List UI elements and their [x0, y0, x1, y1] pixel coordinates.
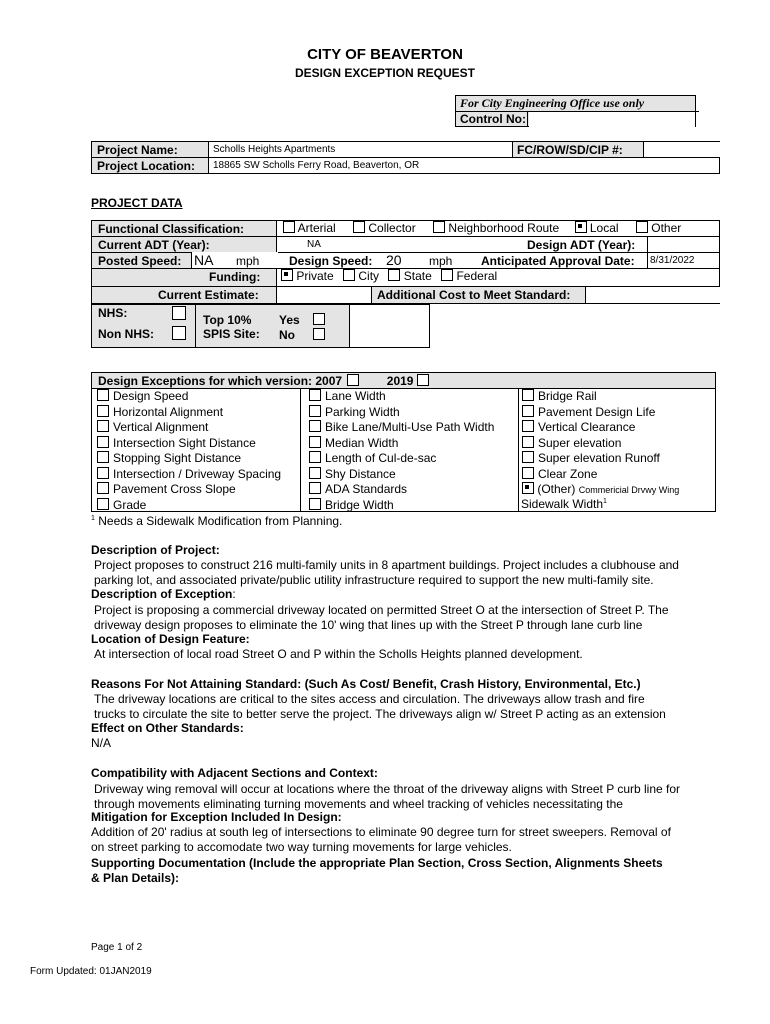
footnote	[91, 514, 342, 528]
project-location-value[interactable]: 18865 SW Scholls Ferry Road, Beaverton, OR	[213, 160, 420, 171]
funding-state-label: State	[403, 269, 432, 283]
control-no-label: Control No:	[456, 112, 528, 127]
funding-federal-checkbox[interactable]	[441, 269, 453, 281]
exc-col1-row	[97, 451, 281, 467]
exc-col2-checkbox[interactable]	[309, 420, 321, 432]
exc-col1-checkbox[interactable]	[97, 436, 109, 448]
exc-col1-label: Intersection Sight Distance	[113, 435, 256, 450]
control-no-field[interactable]	[529, 112, 695, 127]
exc-col3-row	[522, 389, 660, 405]
exc-col2-label: Bridge Width	[325, 497, 394, 512]
exc-col2-label: Parking Width	[325, 404, 400, 419]
fc-arterial-checkbox[interactable]	[283, 221, 295, 233]
exc-col1-row	[97, 420, 281, 436]
desc-project-line1[interactable]: Project proposes to construct 216 multi-family units in 8 apartment buildings. Project includes a clubhouse and	[94, 558, 679, 572]
mitigation-line2[interactable]: on street parking to accomodate two way turning movements for large vehicles.	[91, 840, 512, 854]
design-adt-field[interactable]	[647, 236, 721, 252]
project-location-label: Project Location:	[97, 159, 196, 173]
exc-col3-checkbox[interactable]	[522, 451, 534, 463]
exc-col3-row	[522, 436, 660, 452]
funding-city-label: City	[358, 269, 380, 283]
fc-other-label: Other	[651, 221, 682, 235]
exceptions-heading	[98, 374, 429, 388]
exc-other-label: (Other)	[537, 482, 576, 496]
exc-col1-label: Vertical Alignment	[113, 420, 209, 434]
approval-date-value[interactable]: 8/31/2022	[650, 255, 695, 266]
compat-line2[interactable]: through movements eliminating turning movements and wheel tracking of vehicles necessitating the	[94, 797, 623, 811]
fc-collector-label: Collector	[368, 221, 416, 235]
desc-exception-line2[interactable]: driveway design proposes to eliminate the 10' wing that lines up with the Street P through lane curb line	[94, 618, 643, 632]
functional-classification-label: Functional Classification:	[98, 222, 245, 236]
exc-col2-label: Shy Distance	[325, 466, 396, 481]
current-adt-value[interactable]: NA	[307, 239, 321, 250]
funding-city-checkbox[interactable]	[343, 269, 355, 281]
funding-federal-label: Federal	[456, 269, 498, 283]
exc-col2-row	[309, 420, 494, 436]
exc-col3-checkbox[interactable]	[522, 436, 534, 448]
office-use-box	[455, 95, 696, 127]
exc-sidewalk-footnote-mark: 1	[603, 498, 607, 505]
supporting-label-line2: & Plan Details):	[91, 871, 180, 885]
exc-col2-checkbox[interactable]	[309, 482, 321, 494]
fc-row-field[interactable]	[643, 142, 720, 157]
location-feature-line1[interactable]: At intersection of local road Street O and P within the Scholls Heights planned development.	[94, 647, 583, 661]
mitigation-line1[interactable]: Addition of 20' radius at south leg of intersections to eliminate 90 degree turn for street sweepers. Removal of	[91, 825, 671, 839]
exc-col2-row	[309, 482, 494, 498]
exc-col1-checkbox[interactable]	[97, 405, 109, 417]
mitigation-label: Mitigation for Exception Included In Design:	[91, 810, 342, 824]
footnote-mark: 1	[91, 515, 95, 522]
exc-col1-checkbox[interactable]	[97, 451, 109, 463]
exc-col1-label: Intersection / Driveway Spacing	[113, 466, 282, 481]
exc-col2-label: Length of Cul-de-sac	[325, 451, 437, 465]
fc-neighborhood-label: Neighborhood Route	[448, 221, 560, 235]
funding-label: Funding:	[209, 270, 261, 284]
exc-col3-row	[522, 420, 660, 436]
exc-col1-checkbox[interactable]	[97, 482, 109, 494]
exc-col2-row	[309, 467, 494, 483]
fc-row-label: FC/ROW/SD/CIP #:	[517, 143, 623, 157]
exc-col2-row	[309, 451, 494, 467]
city-title: CITY OF BEAVERTON	[307, 46, 463, 63]
additional-cost-field[interactable]	[585, 287, 720, 303]
effect-line1[interactable]: N/A	[91, 736, 112, 750]
exc-col1-label: Horizontal Alignment	[113, 404, 224, 419]
exc-col3-checkbox[interactable]	[522, 467, 534, 479]
fc-local-label: Local	[589, 221, 619, 235]
version-2007-checkbox[interactable]	[347, 374, 359, 386]
posted-speed-unit: mph	[236, 254, 260, 268]
no-label: No	[279, 328, 295, 342]
exc-other-value[interactable]: Commericial Drvwy Wing	[578, 485, 680, 495]
exc-col2-label: Bike Lane/Multi-Use Path Width	[325, 420, 495, 434]
exc-col1-row	[97, 405, 281, 421]
posted-speed-value[interactable]: NA	[194, 252, 214, 268]
spis-yes-checkbox[interactable]	[313, 313, 325, 325]
desc-project-label: Description of Project:	[91, 543, 220, 557]
office-use-label: For City Engineering Office use only	[456, 96, 699, 112]
exc-col3-row	[522, 467, 660, 483]
top10-label: Top 10%	[203, 313, 252, 327]
exc-col2-checkbox[interactable]	[309, 467, 321, 479]
exc-col1-row	[97, 436, 281, 452]
desc-exception-line1[interactable]: Project is proposing a commercial driveway located on permitted Street O at the intersection of Street P. The	[94, 603, 669, 617]
non-nhs-checkbox[interactable]	[172, 326, 186, 340]
exc-col1-label: Pavement Cross Slope	[113, 482, 236, 496]
exc-sidewalk-label: Sidewalk Width	[521, 497, 604, 511]
desc-project-line2[interactable]: parking lot, and associated private/public utility infrastructure required to support the new multi-family site.	[94, 573, 654, 587]
version-2019-label: 2019	[386, 374, 414, 388]
approval-date-label: Anticipated Approval Date:	[481, 254, 635, 268]
exceptions-col2	[309, 389, 494, 513]
exc-col3-checkbox[interactable]	[522, 405, 534, 417]
exc-col2-label: ADA Standards	[325, 482, 408, 496]
design-speed-unit: mph	[429, 254, 453, 268]
exc-col2-checkbox[interactable]	[309, 498, 321, 510]
exc-col1-checkbox[interactable]	[97, 389, 109, 401]
exc-sidewalk-row	[521, 497, 607, 511]
project-data-table	[91, 220, 720, 350]
fc-collector-checkbox[interactable]	[353, 221, 365, 233]
fc-arterial-label: Arterial	[297, 221, 336, 235]
project-data-heading: PROJECT DATA	[91, 196, 183, 210]
fc-other-checkbox[interactable]	[636, 221, 648, 233]
compat-line1[interactable]: Driveway wing removal will occur at locations where the throat of the driveway aligns with Street P curb line for	[94, 782, 681, 796]
nhs-checkbox[interactable]	[172, 306, 186, 320]
exc-col1-label: Grade	[113, 497, 147, 512]
exc-col1-row	[97, 389, 281, 405]
project-name-label: Project Name:	[97, 143, 178, 157]
footnote-text: Needs a Sidewalk Modification from Planning.	[98, 514, 343, 528]
fc-local-checkbox[interactable]	[575, 221, 587, 233]
exc-col2-row	[309, 498, 494, 514]
exc-col3-label: Super elevation	[538, 435, 622, 450]
yes-label: Yes	[279, 313, 300, 327]
exceptions-heading-text: Design Exceptions for which version: 2007	[98, 374, 343, 388]
additional-cost-label: Additional Cost to Meet Standard:	[377, 288, 571, 302]
exc-col3-label: Bridge Rail	[538, 389, 597, 403]
exc-col2-row	[309, 405, 494, 421]
design-adt-label: Design ADT (Year):	[527, 238, 636, 252]
exc-col3-row	[522, 405, 660, 421]
reasons-line1[interactable]: The driveway locations are critical to the sites access and circulation. The driveways allow trash and fire	[94, 692, 645, 706]
form-updated: Form Updated: 01JAN2019	[30, 966, 152, 977]
exc-col1-checkbox[interactable]	[97, 420, 109, 432]
location-feature-label: Location of Design Feature:	[91, 632, 250, 646]
exceptions-col1	[97, 389, 281, 513]
funding-state-checkbox[interactable]	[388, 269, 400, 281]
project-name-value[interactable]: Scholls Heights Apartments	[213, 144, 336, 155]
compat-label: Compatibility with Adjacent Sections and Context:	[91, 766, 378, 780]
effect-label: Effect on Other Standards:	[91, 721, 244, 735]
funding-options	[281, 269, 497, 283]
spis-no-checkbox[interactable]	[313, 328, 325, 340]
current-adt-label: Current ADT (Year):	[98, 238, 210, 252]
exc-other-checkbox[interactable]	[522, 482, 534, 494]
exc-col3-label: Super elevation Runoff	[538, 451, 660, 465]
exceptions-col3	[522, 389, 660, 482]
desc-exception-label: Description of Exception:	[91, 587, 236, 601]
exc-col1-label: Stopping Sight Distance	[113, 451, 242, 465]
funding-private-checkbox[interactable]	[281, 269, 293, 281]
fc-options	[283, 221, 681, 235]
funding-private-label: Private	[296, 269, 334, 283]
exc-col3-checkbox[interactable]	[522, 420, 534, 432]
reasons-label: Reasons For Not Attaining Standard: (Such As Cost/ Benefit, Crash History, Environmental, Etc.)	[91, 677, 641, 691]
fc-neighborhood-checkbox[interactable]	[433, 221, 445, 233]
supporting-label-line1: Supporting Documentation (Include the appropriate Plan Section, Cross Section, Alignments Sheets	[91, 856, 663, 870]
exc-col2-checkbox[interactable]	[309, 451, 321, 463]
exc-col2-checkbox[interactable]	[309, 405, 321, 417]
exc-col3-checkbox[interactable]	[522, 389, 534, 401]
project-box	[91, 141, 720, 174]
non-nhs-label: Non NHS:	[98, 327, 154, 341]
exc-col3-row	[522, 451, 660, 467]
exc-col1-row	[97, 467, 281, 483]
design-speed-label: Design Speed:	[289, 254, 373, 268]
current-estimate-label: Current Estimate:	[158, 288, 259, 302]
exc-col2-row	[309, 436, 494, 452]
exc-col3-label: Clear Zone	[538, 466, 598, 481]
posted-speed-label: Posted Speed:	[98, 254, 182, 268]
reasons-line2[interactable]: trucks to circulate the site to better serve the project. The driveways align w/ Street P acting as an extension	[94, 707, 666, 721]
exc-col1-checkbox[interactable]	[97, 498, 109, 510]
exc-col3-label: Pavement Design Life	[538, 404, 656, 419]
exc-col2-label: Median Width	[325, 435, 399, 450]
exc-col2-checkbox[interactable]	[309, 436, 321, 448]
version-2019-checkbox[interactable]	[417, 374, 429, 386]
exc-col1-row	[97, 498, 281, 514]
exc-col2-row	[309, 389, 494, 405]
design-speed-value[interactable]: 20	[386, 252, 402, 268]
exc-col1-row	[97, 482, 281, 498]
exc-col2-label: Lane Width	[325, 389, 386, 403]
page-number: Page 1 of 2	[91, 942, 143, 953]
exc-other-row	[522, 482, 679, 496]
exc-col3-label: Vertical Clearance	[538, 420, 636, 434]
exc-col2-checkbox[interactable]	[309, 389, 321, 401]
nhs-label: NHS:	[98, 306, 128, 320]
spis-site-label: SPIS Site:	[203, 327, 260, 341]
form-title: DESIGN EXCEPTION REQUEST	[294, 66, 476, 80]
exc-col1-label: Design Speed	[113, 389, 189, 403]
exc-col1-checkbox[interactable]	[97, 467, 109, 479]
